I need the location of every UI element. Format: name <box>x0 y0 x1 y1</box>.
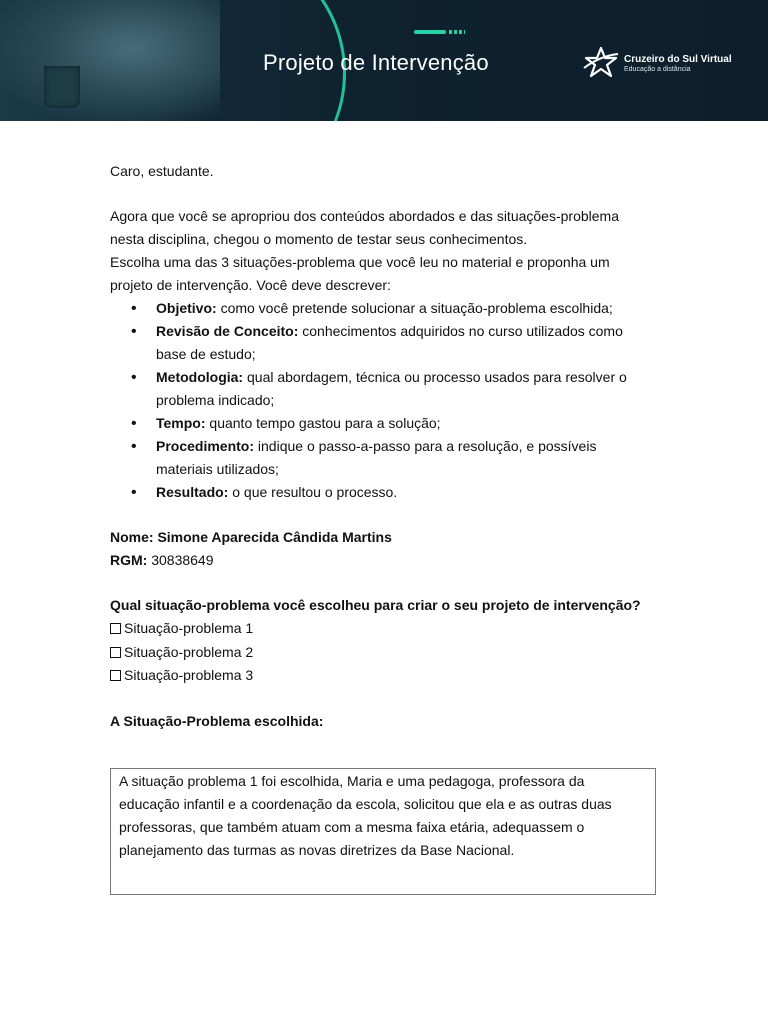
header-banner <box>0 0 768 121</box>
star-icon <box>582 46 620 78</box>
accent-dots <box>449 30 465 34</box>
list-item <box>110 435 670 481</box>
intro-line: Escolha uma das 3 situações-problema que você leu no material e proponha um <box>110 254 610 270</box>
option-label: Situação-problema 2 <box>124 643 254 660</box>
bullet-term: Objetivo: <box>156 300 217 316</box>
name-label: Nome: <box>110 529 154 545</box>
checkbox[interactable] <box>110 670 121 681</box>
intro-line: projeto de intervenção. Você deve descrever: <box>110 277 391 293</box>
page-title: Projeto de Intervenção <box>263 50 489 75</box>
question-heading: Qual situação-problema você escolheu para criar o seu projeto de intervenção? <box>110 597 641 613</box>
name-value: Simone Aparecida Cândida Martins <box>157 529 392 545</box>
bullet-text: indique o passo-a-passo para a resolução, e possíveis <box>257 438 597 454</box>
accent-bar <box>414 30 446 34</box>
list-item <box>110 481 670 504</box>
document-body <box>110 160 670 733</box>
student-name <box>110 526 670 549</box>
bullet-text: qual abordagem, técnica ou processo usados para resolver o <box>247 369 627 385</box>
bullet-text: como você pretende solucionar a situação-problema escolhida; <box>220 300 613 316</box>
option-2[interactable] <box>110 641 670 665</box>
bullet-text: o que resultou o processo. <box>232 484 398 500</box>
option-label: Situação-problema 3 <box>124 667 254 683</box>
bullet-text: conhecimentos adquiridos no curso utilizados como <box>302 323 623 339</box>
rgm-value: 30838649 <box>151 552 214 568</box>
answer-line: educação infantil e a coordenação da escola, solicitou que ela e as outras duas <box>119 796 612 812</box>
list-item <box>110 320 670 366</box>
chosen-heading: A Situação-Problema escolhida: <box>110 712 324 729</box>
bullet-term: Metodologia: <box>156 369 244 385</box>
list-item <box>110 366 670 412</box>
bullet-term: Resultado: <box>156 484 229 500</box>
greeting: Caro, estudante. <box>110 163 214 179</box>
answer-line: A situação problema 1 foi escolhida, Maria e uma pedagoga, professora da <box>119 773 585 789</box>
logo-tagline: Educação a distância <box>624 66 691 73</box>
student-rgm <box>110 549 670 572</box>
checkbox[interactable] <box>110 647 121 658</box>
option-3[interactable] <box>110 664 670 688</box>
list-item <box>110 297 670 320</box>
answer-box[interactable] <box>110 768 656 895</box>
answer-line: planejamento das turmas as novas diretrizes da Base Nacional. <box>119 842 515 858</box>
requirements-list <box>110 297 670 504</box>
bullet-text: problema indicado; <box>156 392 275 408</box>
logo-name: Cruzeiro do Sul Virtual <box>624 54 732 65</box>
bullet-text: quanto tempo gastou para a solução; <box>209 415 441 431</box>
bullet-term: Tempo: <box>156 415 206 431</box>
bullet-text: materiais utilizados; <box>156 461 279 477</box>
bullet-term: Procedimento: <box>156 438 255 454</box>
brand-logo <box>582 46 732 78</box>
answer-line: professoras, que também atuam com a mesma faixa etária, adequassem o <box>119 819 585 835</box>
intro-line: nesta disciplina, chegou o momento de testar seus conhecimentos. <box>110 231 528 247</box>
bullet-text: base de estudo; <box>156 346 256 362</box>
intro-line: Agora que você se apropriou dos conteúdos abordados e das situações-problema <box>110 208 619 224</box>
option-label: Situação-problema 1 <box>124 620 254 636</box>
mug-image <box>44 66 80 108</box>
checkbox[interactable] <box>110 623 121 634</box>
option-1[interactable] <box>110 617 670 641</box>
list-item <box>110 412 670 435</box>
bullet-term: Revisão de Conceito: <box>156 323 299 339</box>
rgm-label: RGM: <box>110 552 148 568</box>
